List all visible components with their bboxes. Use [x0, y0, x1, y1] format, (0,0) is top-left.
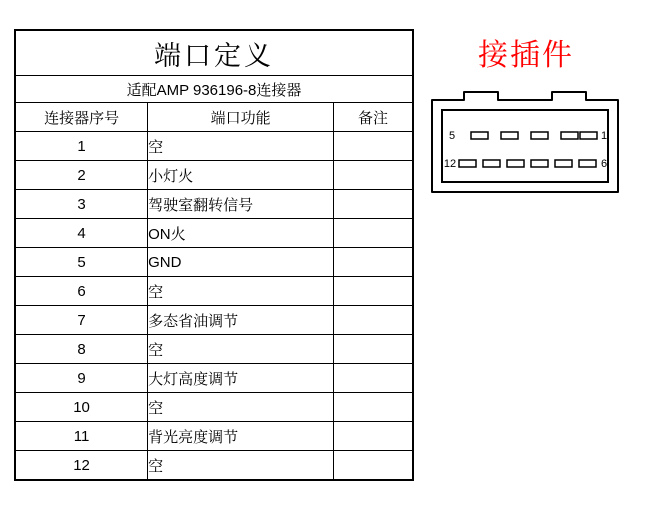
pin-note: [334, 277, 413, 306]
table-row: [15, 335, 413, 364]
pin-label-bottom-left: 12: [443, 158, 457, 170]
pin-number: 8: [15, 335, 148, 364]
table-row: [15, 132, 413, 161]
pin-function: 空: [148, 451, 334, 481]
pin-function: ON火: [148, 219, 334, 248]
table-subtitle-row: [15, 76, 413, 103]
pin-note: [334, 451, 413, 481]
connector-heading: 接插件: [478, 39, 574, 72]
pin-label-top-left: 5: [448, 130, 456, 142]
pin-note: [334, 161, 413, 190]
table-row: [15, 161, 413, 190]
table-row: [15, 219, 413, 248]
column-header-index: 连接器序号: [15, 103, 148, 132]
pin-number: 4: [15, 219, 148, 248]
pin-number: 11: [15, 422, 148, 451]
table-row: [15, 451, 413, 481]
pin-note: [334, 248, 413, 277]
pin-note: [334, 335, 413, 364]
table-header-row: [15, 103, 413, 132]
pin-function: 小灯火: [148, 161, 334, 190]
pin-note: [334, 393, 413, 422]
pin-function: 背光亮度调节: [148, 422, 334, 451]
table-title-row: [15, 30, 413, 76]
page-title: 端口定义: [15, 30, 413, 76]
pin-note: [334, 132, 413, 161]
table-row: [15, 422, 413, 451]
pin-function: 空: [148, 132, 334, 161]
pin-number: 3: [15, 190, 148, 219]
pin-label-top-right: 1: [600, 130, 608, 142]
table-row: [15, 248, 413, 277]
column-header-note: 备注: [334, 103, 413, 132]
table-row: [15, 277, 413, 306]
pin-function: 空: [148, 393, 334, 422]
table-row: [15, 364, 413, 393]
pin-function: 大灯高度调节: [148, 364, 334, 393]
pin-number: 6: [15, 277, 148, 306]
pin-function: 空: [148, 277, 334, 306]
pin-note: [334, 190, 413, 219]
pin-number: 1: [15, 132, 148, 161]
pin-function: 驾驶室翻转信号: [148, 190, 334, 219]
pin-function: GND: [148, 248, 334, 277]
pin-note: [334, 364, 413, 393]
port-definition-table: [14, 29, 414, 481]
pin-note: [334, 422, 413, 451]
table-row: [15, 306, 413, 335]
table-row: [15, 393, 413, 422]
pin-note: [334, 219, 413, 248]
pin-number: 9: [15, 364, 148, 393]
pin-number: 7: [15, 306, 148, 335]
pin-number: 12: [15, 451, 148, 481]
pin-function: 空: [148, 335, 334, 364]
pin-function: 多态省油调节: [148, 306, 334, 335]
table-row: [15, 190, 413, 219]
column-header-function: 端口功能: [148, 103, 334, 132]
pin-number: 10: [15, 393, 148, 422]
pin-number: 5: [15, 248, 148, 277]
pin-note: [334, 306, 413, 335]
table-subtitle: 适配AMP 936196-8连接器: [15, 76, 413, 103]
pin-label-bottom-right: 6: [600, 158, 608, 170]
connector-diagram: [428, 88, 622, 208]
pin-number: 2: [15, 161, 148, 190]
